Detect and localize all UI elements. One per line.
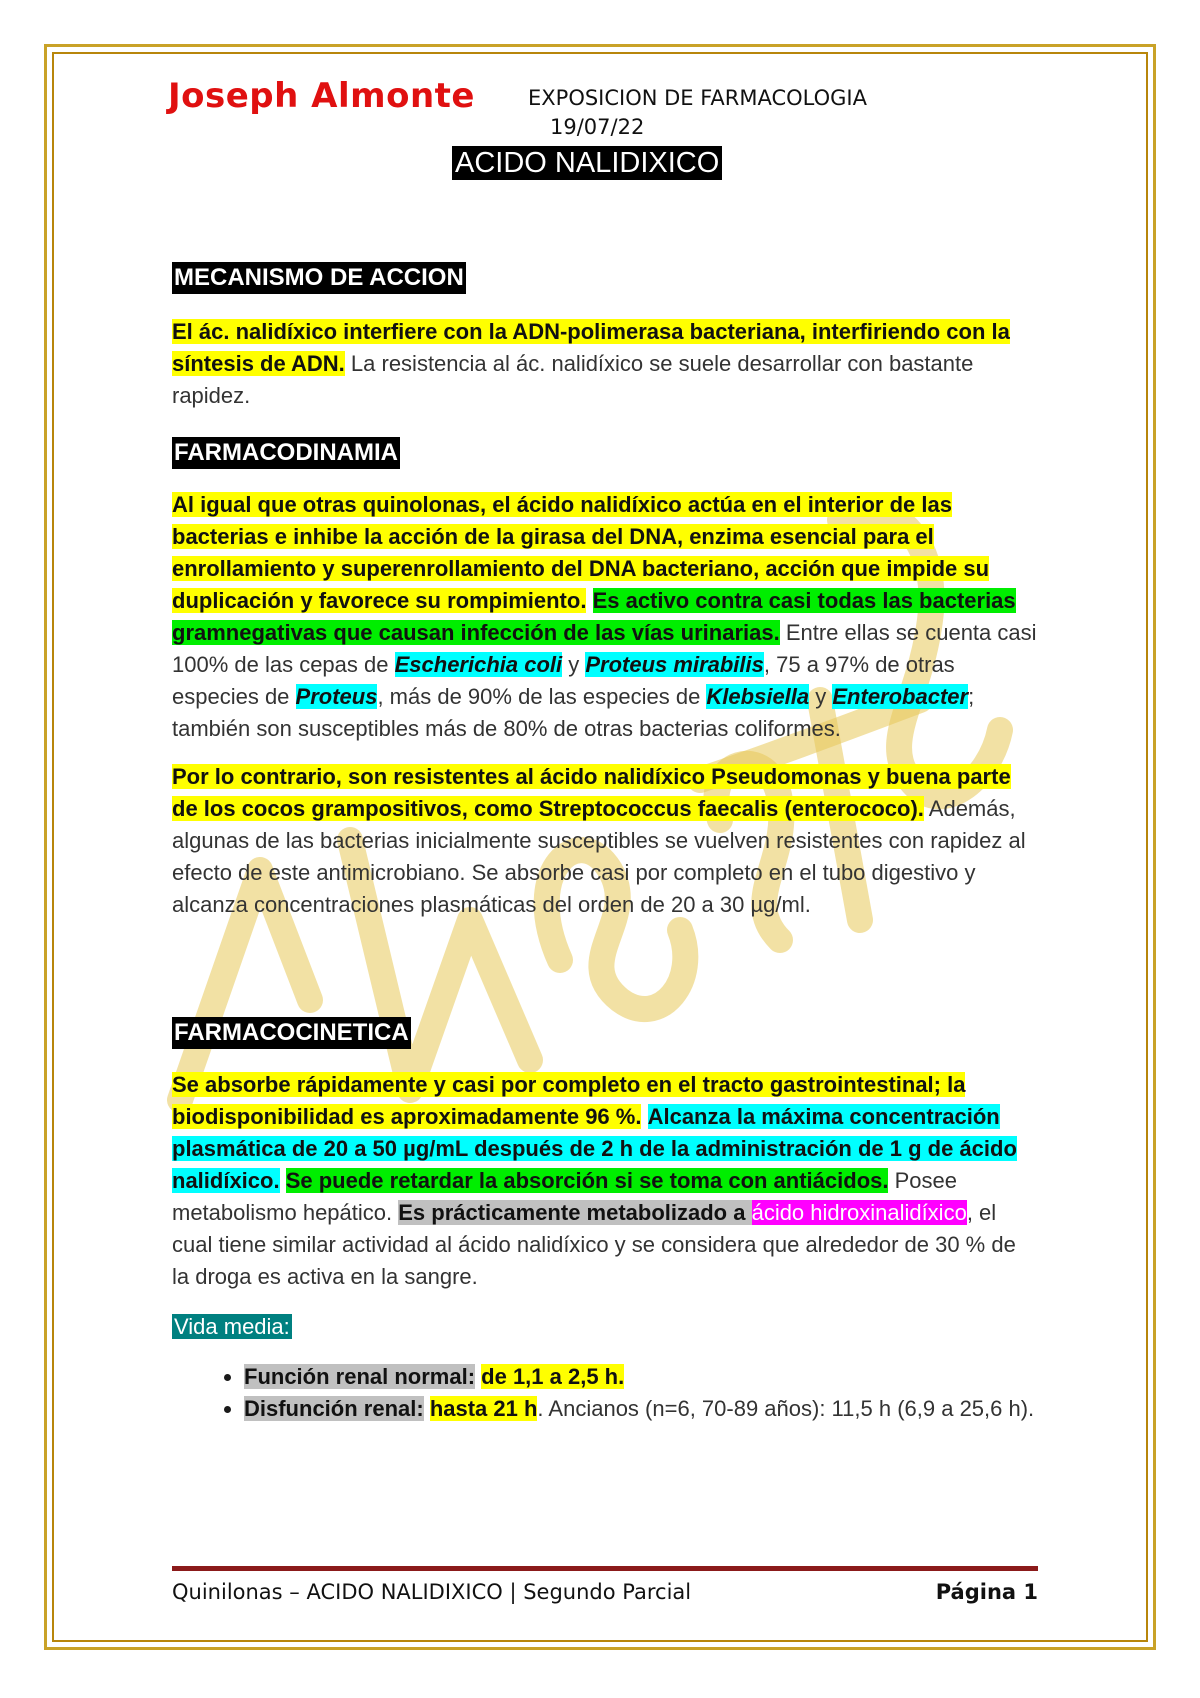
organism-enterobacter: Enterobacter — [832, 684, 969, 709]
section-heading-farmacocinetica: FARMACOCINETICA — [172, 1017, 411, 1049]
list-item — [244, 1393, 1038, 1425]
section-mecanismo — [172, 262, 1038, 412]
organism-escherichia-coli: Escherichia coli — [394, 652, 563, 677]
plain-text: La resistencia al ác. nalidíxico se suele desarrollar con bastante rapidez. — [172, 351, 974, 408]
section-farmacocinetica — [172, 1017, 1038, 1425]
highlight-magenta: ácido hidroxinalidíxico — [751, 1200, 967, 1225]
item-value: de 1,1 a 2,5 h. — [481, 1364, 625, 1389]
item-value: hasta 21 h — [429, 1396, 538, 1421]
vida-media-label: Vida media: — [174, 1314, 290, 1339]
plain-text: y — [562, 652, 586, 677]
organism-proteus: Proteus — [295, 684, 378, 709]
plain-text: Además, algunas de las bacterias inicialmente susceptibles se vuelven resistentes con rapidez al efecto de este antimicrobiano. Se absorbe casi por completo en el tubo digestivo y alcanza concentraciones plasmáticas del orden de 20 a 30 µg/ml. — [172, 796, 1026, 917]
section-heading-farmacodinamia: FARMACODINAMIA — [172, 437, 400, 469]
plain-text: Posee metabolismo hepático. — [172, 1168, 957, 1225]
mecanismo-paragraph — [172, 316, 1038, 412]
highlight-cyan: Alcanza la máxima concentración plasmática de 20 a 50 µg/mL después de 2 h de la administración de 1 g de ácido nalidíxico. — [172, 1104, 1017, 1193]
highlight-green: Se puede retardar la absorción si se toma con antiácidos. — [285, 1168, 889, 1193]
item-rest: . Ancianos (n=6, 70-89 años): 11,5 h (6,9 a 25,6 h). — [537, 1396, 1035, 1421]
vida-media-label-row — [172, 1311, 1038, 1343]
highlight-yellow: Por lo contrario, son resistentes al ácido nalidíxico Pseudomonas y buena parte de los cocos grampositivos, como Streptococcus faecalis (enterococo). — [172, 764, 1011, 821]
farmacocinetica-paragraph — [172, 1069, 1038, 1293]
section-farmacodinamia — [172, 437, 1038, 921]
highlight-yellow: Al igual que otras quinolonas, el ácido nalidíxico actúa en el interior de las bacterias e inhibe la acción de la girasa del DNA, enzima esencial para el enrollamiento y superenrollamiento del DNA bacteriano, acción que impide su duplicación y favorece su rompimiento. — [172, 492, 990, 613]
plain-text: , 75 a 97% de otras especies de — [172, 652, 955, 709]
plain-text: , el cual tiene similar actividad al ácido nalidíxico y se considera que alrededor de 30 % de la droga es activa en la sangre. — [172, 1200, 1016, 1289]
highlight-gray: Es prácticamente metabolizado a — [398, 1200, 752, 1225]
author-name: Joseph Almonte — [168, 76, 475, 116]
highlight-yellow: El ác. nalidíxico interfiere con la ADN-polimerasa bacteriana, interfiriendo con la síntesis de ADN. — [172, 319, 1010, 376]
organism-klebsiella: Klebsiella — [706, 684, 810, 709]
document-title: ACIDO NALIDIXICO — [452, 146, 722, 180]
highlight-yellow: Se absorbe rápidamente y casi por completo en el tracto gastrointestinal; la biodisponibilidad es aproximadamente 96 %. — [172, 1072, 966, 1129]
exposition-title: EXPOSICION DE FARMACOLOGIA — [528, 86, 867, 110]
page-footer — [172, 1580, 1038, 1604]
item-label: Disfunción renal: — [244, 1396, 424, 1421]
footer-left-text: Quinilonas – ACIDO NALIDIXICO | Segundo Parcial — [172, 1580, 692, 1604]
plain-text: , más de 90% de las especies de — [377, 684, 707, 709]
item-label: Función renal normal: — [244, 1364, 476, 1389]
plain-text: Entre ellas se cuenta casi 100% de las cepas de — [172, 620, 1037, 677]
farmacodinamia-paragraph-1 — [172, 489, 1038, 745]
organism-proteus-mirabilis: Proteus mirabilis — [585, 652, 764, 677]
farmacodinamia-paragraph-2 — [172, 761, 1038, 921]
spacer — [280, 1168, 286, 1193]
footer-divider — [172, 1566, 1038, 1571]
section-heading-mecanismo: MECANISMO DE ACCION — [172, 262, 466, 294]
highlight-green: Es activo contra casi todas las bacterias gramnegativas que causan infección de las vías urinarias. — [172, 588, 1016, 645]
document-date: 19/07/22 — [550, 115, 645, 139]
plain-text: y — [809, 684, 833, 709]
list-item — [244, 1361, 1038, 1393]
spacer — [641, 1104, 647, 1129]
vida-media-list — [172, 1361, 1038, 1425]
page-number: Página 1 — [935, 1580, 1038, 1604]
plain-text: ; también son susceptibles más de 80% de otras bacterias coliformes. — [172, 684, 975, 741]
